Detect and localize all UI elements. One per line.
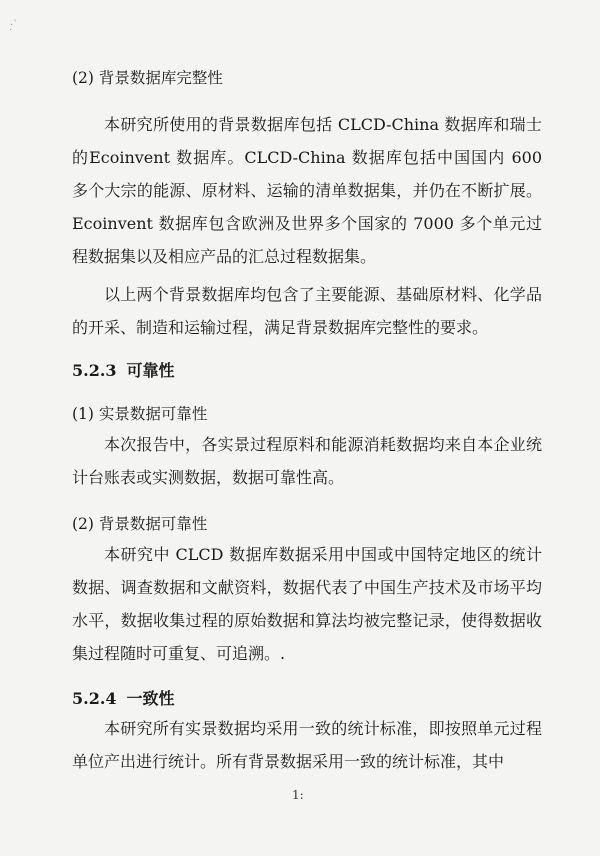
paragraph-foreground-reliability: 本次报告中，各实景过程原料和能源消耗数据均来自本企业统计台账表或实测数据，数据可靠性高。 [72, 435, 542, 487]
heading-5-2-3 [72, 354, 542, 387]
subsection-background-reliability: (2) 背景数据可靠性 [72, 515, 208, 533]
heading-5-2-4 [72, 682, 542, 715]
subsection-background-completeness: (2) 背景数据库完整性 [72, 69, 223, 87]
paragraph-completeness-conclusion: 以上两个背景数据库均包含了主要能源、基础原材料、化学品的开采、制造和运输过程，满足背景数据库完整性的要求。 [72, 285, 542, 337]
scan-mark: ·̣ˋ [10, 20, 19, 31]
paragraph-background-reliability: 本研究中 CLCD 数据库数据采用中国或中国特定地区的统计数据、调查数据和文献资料，数据代表了中国生产技术及市场平均水平，数据收集过程的原始数据和算法均被完整记录，使得数据收集过程随时可重复、可追溯。. [72, 545, 542, 663]
page-number: 1: [292, 788, 304, 802]
heading-number: 5.2.4 [72, 689, 117, 708]
subsection-foreground-reliability: (1) 实景数据可靠性 [72, 405, 208, 423]
paragraph-consistency: 本研究所有实景数据均采用一致的统计标准，即按照单元过程单位产出进行统计。所有背景数据采用一致的统计标准，其中 [72, 719, 542, 771]
paragraph-background-databases: 本研究所使用的背景数据库包括 CLCD-China 数据库和瑞士的Ecoinvent 数据库。CLCD-China 数据库包括中国国内 600 多个大宗的能源、原材料、运输的清单数据集，并仍在不断扩展。Ecoinvent 数据库包含欧洲及世界多个国家的 7000 多个单元过程数据集以及相应产品的汇总过程数据集。 [72, 115, 542, 266]
heading-number: 5.2.3 [72, 361, 117, 380]
heading-title: 一致性 [126, 689, 175, 708]
heading-title: 可靠性 [126, 361, 175, 380]
